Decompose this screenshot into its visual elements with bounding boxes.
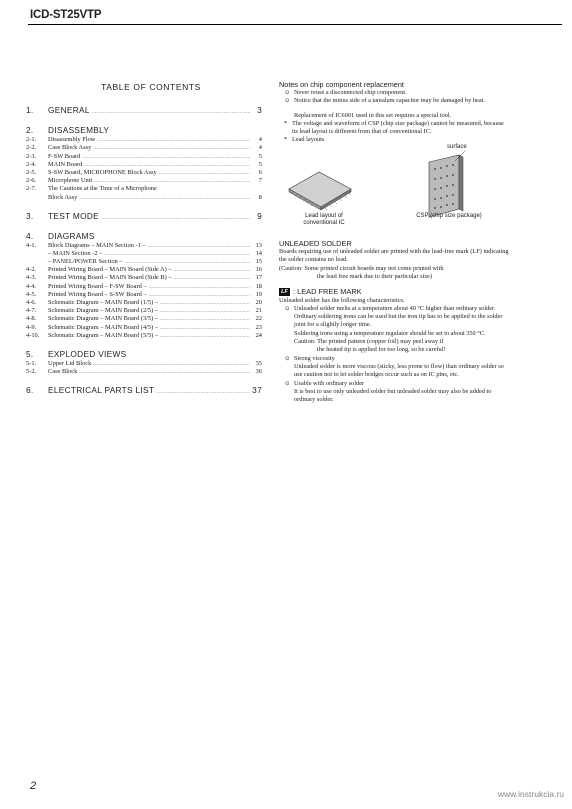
- toc-entry[interactable]: [26, 249, 262, 257]
- toc-title-text: S-SW Board, MICROPHONE Block Assy: [48, 168, 157, 176]
- csp-chip-icon: [429, 151, 465, 217]
- circle-bullet-icon: ⊙: [285, 305, 290, 312]
- circle-bullet-icon: ⊙: [285, 380, 290, 387]
- toc-section: [26, 124, 262, 201]
- toc-number: 3.: [26, 210, 34, 221]
- conventional-ic-icon: [289, 172, 351, 210]
- toc-entry[interactable]: [26, 281, 262, 289]
- header-rule: [28, 24, 562, 25]
- toc-page-number: 18: [255, 282, 262, 290]
- toc-title-text: MAIN Board: [48, 160, 83, 168]
- toc-page-number: 7: [258, 177, 262, 185]
- toc-page-number: 14: [255, 249, 262, 257]
- document-model-header: ICD-ST25VTP: [30, 9, 102, 21]
- toc-section-heading[interactable]: [26, 230, 262, 241]
- characteristic-detail: Unleaded solder is more viscous (sticky, less prone to flow) than ordinary solder so use caution not to let solder bridges occur such as on IC pins, etc.: [294, 362, 504, 379]
- toc-entry[interactable]: [26, 273, 262, 281]
- table-of-contents: [26, 82, 262, 395]
- toc-title-text: F-SW Board: [48, 152, 81, 160]
- toc-number: 5.: [26, 348, 34, 359]
- toc-number: 2-4.: [26, 160, 37, 168]
- toc-entry[interactable]: [26, 298, 262, 306]
- toc-number: 6.: [26, 385, 34, 396]
- toc-title-text: GENERAL: [48, 105, 90, 115]
- toc-leader-dots: [156, 389, 250, 395]
- toc-title-text: Schematic Diagram – MAIN Board (4/5) –: [48, 323, 159, 331]
- characteristic-caution: Caution: The printed pattern (copper foil) may peel away if: [294, 338, 444, 346]
- toc-title-text: – PANEL/POWER Section –: [48, 258, 123, 266]
- toc-title-text: – MAIN Section -2 –: [48, 249, 103, 257]
- toc-number: 4-4.: [26, 282, 37, 290]
- toc-page-number: 36: [255, 368, 262, 376]
- toc-entry[interactable]: [26, 331, 262, 339]
- toc-title-text: EXPLODED VIEWS: [48, 348, 127, 359]
- toc-number: 4.: [26, 230, 34, 241]
- toc-number: 4-7.: [26, 307, 37, 315]
- toc-number: 2-6.: [26, 177, 37, 185]
- toc-page-number: 3: [257, 105, 262, 115]
- toc-page-number: 13: [255, 241, 262, 249]
- toc-section: [26, 348, 262, 375]
- toc-page-number: 6: [258, 168, 262, 176]
- toc-page-number: 22: [255, 315, 262, 323]
- toc-title-text: Printed Wiring Board – MAIN Board (Side A) –: [48, 266, 172, 274]
- toc-title-text: Microphone Unit: [48, 177, 93, 185]
- toc-page-number: 21: [255, 307, 262, 315]
- toc-title-text: ELECTRICAL PARTS LIST: [48, 385, 155, 396]
- characteristic-detail: Ordinary soldering irons can be used but the iron tip has to be applied to the solder joint for a slightly longer time.: [294, 313, 503, 329]
- toc-entry[interactable]: [26, 143, 262, 151]
- characteristic-caution: the heated tip is applied for too long, so be careful!: [317, 346, 446, 354]
- note-bullet: ⊙ Notice that the minus side of a tantalum capacitor may be damaged by heat.: [285, 97, 485, 105]
- toc-number: 4-9.: [26, 323, 37, 331]
- toc-entry[interactable]: [26, 314, 262, 322]
- toc-entry[interactable]: [26, 192, 262, 200]
- toc-title-text: Printed Wiring Board – S-SW Board –: [48, 290, 147, 298]
- toc-section: [26, 210, 262, 221]
- toc-title-text: Case Block Assy: [48, 144, 92, 152]
- toc-section-heading[interactable]: [26, 348, 262, 359]
- toc-entry[interactable]: [26, 135, 262, 143]
- csp-caption: CSP (chip size package): [416, 212, 482, 219]
- toc-number: 5-2.: [26, 368, 37, 376]
- toc-page-number: 20: [255, 299, 262, 306]
- toc-entry[interactable]: [26, 241, 262, 249]
- lead-free-mark-icon: LF: [279, 288, 290, 296]
- toc-section-heading[interactable]: [26, 124, 262, 135]
- toc-entry[interactable]: [26, 322, 262, 330]
- characteristic-detail: It is best to use only unleaded solder but unleaded solder may also be added to ordinary solder.: [294, 387, 492, 404]
- toc-entry[interactable]: [26, 184, 262, 192]
- toc-leader-dots: [79, 196, 250, 201]
- lead-free-mark-label: : LEAD FREE MARK: [293, 287, 362, 297]
- toc-number: 4-8.: [26, 315, 37, 323]
- toc-title: TABLE OF CONTENTS: [101, 82, 201, 92]
- toc-page-number: 9: [257, 210, 262, 221]
- toc-entry[interactable]: [26, 257, 262, 265]
- toc-leader-dots: [101, 215, 250, 221]
- toc-entry[interactable]: [26, 306, 262, 314]
- toc-entry[interactable]: [26, 359, 262, 367]
- toc-title-text: Upper Lid Block: [48, 359, 92, 367]
- toc-entry[interactable]: [26, 176, 262, 184]
- toc-page-number: 19: [255, 290, 262, 298]
- toc-title-text: Printed Wiring Board – MAIN Board (Side B) –: [48, 274, 172, 282]
- lead-free-mark-row: [279, 288, 511, 296]
- toc-title-text: Schematic Diagram – MAIN Board (5/5) –: [48, 331, 159, 339]
- toc-title-text: Printed Wiring Board – F-SW Board –: [48, 282, 147, 290]
- toc-section-heading[interactable]: [26, 210, 262, 221]
- toc-number: 1.: [26, 105, 34, 115]
- circle-bullet-icon: ⊙: [285, 355, 290, 362]
- toc-body: [26, 104, 262, 395]
- surface-label: surface: [447, 143, 467, 150]
- toc-entry[interactable]: [26, 265, 262, 273]
- toc-entry[interactable]: [26, 151, 262, 159]
- toc-page-number: 4: [258, 136, 262, 144]
- toc-leader-dots: [92, 109, 250, 115]
- conventional-ic-caption: Lead layout of conventional IC: [303, 212, 345, 226]
- toc-section: [26, 384, 262, 395]
- toc-entry[interactable]: [26, 168, 262, 176]
- toc-number: 2-2.: [26, 144, 37, 152]
- unleaded-characteristics: Unleaded solder has the following characteristics.: [279, 296, 405, 304]
- circle-bullet-icon: ⊙: [285, 90, 290, 96]
- toc-section: [26, 230, 262, 339]
- characteristic-bullet: ⊙ Strong viscosity: [285, 354, 335, 362]
- toc-title-text: Case Block: [48, 368, 78, 376]
- toc-number: 4-2.: [26, 266, 37, 274]
- toc-number: 4-3.: [26, 274, 37, 282]
- toc-number: 4-10.: [26, 331, 40, 339]
- notes-title: Notes on chip component replacement: [279, 80, 404, 89]
- toc-entry[interactable]: [26, 290, 262, 298]
- toc-page-number: 35: [255, 359, 262, 367]
- toc-number: 2-3.: [26, 152, 37, 160]
- toc-section-heading[interactable]: [26, 104, 262, 115]
- toc-leader-dots: [79, 370, 250, 375]
- toc-page-number: 15: [255, 258, 262, 266]
- toc-number: 4-6.: [26, 299, 37, 306]
- toc-title-text: Schematic Diagram – MAIN Board (3/5) –: [48, 315, 159, 323]
- note-bullet: ⊙ Never reuse a disconnected chip component.: [285, 89, 407, 96]
- circle-bullet-icon: ⊙: [285, 98, 290, 105]
- toc-number: 2-1.: [26, 136, 37, 144]
- lead-layout-figure: [279, 143, 511, 229]
- toc-page-number: 5: [258, 152, 262, 160]
- characteristic-detail: Soldering irons using a temperature regulator should be set to about 350 °C.: [294, 329, 486, 337]
- toc-title-text: Block Diagrams – MAIN Section -1 –: [48, 241, 146, 249]
- ic-note: Replacement of IC6001 used in this set requires a special tool.: [294, 111, 452, 119]
- toc-title-text: DISASSEMBLY: [48, 125, 110, 135]
- unleaded-intro: Boards requiring use of unleaded solder are printed with the lead-free mark (LF) indicating the solder contains no lead.: [279, 248, 509, 264]
- toc-number: 2.: [26, 125, 34, 135]
- toc-page-number: 37: [252, 385, 262, 396]
- characteristic-bullet: ⊙ Usable with ordinary solder: [285, 379, 365, 387]
- toc-page-number: 24: [255, 331, 262, 339]
- star-note: * Lead layouts: [284, 136, 325, 144]
- toc-title-text: Disassembly Flow: [48, 136, 96, 144]
- toc-number: 4-5.: [26, 290, 37, 298]
- toc-section-heading[interactable]: [26, 384, 262, 395]
- toc-page-number: 4: [258, 144, 262, 152]
- toc-number: 2-7.: [26, 185, 37, 193]
- notes-column: [279, 80, 511, 404]
- unleaded-caution-line-1: (Caution: Some printed circuit boards may not come printed with: [279, 264, 444, 272]
- unleaded-solder-title: UNLEADED SOLDER: [279, 238, 352, 248]
- toc-page-number: 16: [255, 266, 262, 274]
- toc-entry[interactable]: [26, 160, 262, 168]
- toc-title-text: The Cautions at the Time of a Microphone: [48, 185, 157, 193]
- toc-page-number: 8: [258, 193, 262, 201]
- toc-page-number: 5: [258, 160, 262, 168]
- toc-number: 4-1.: [26, 241, 37, 249]
- toc-entry[interactable]: [26, 367, 262, 375]
- toc-title-text: DIAGRAMS: [48, 230, 95, 241]
- toc-title-text: TEST MODE: [48, 210, 99, 221]
- toc-section: [26, 104, 262, 115]
- page-number: 2: [30, 780, 37, 792]
- toc-title-text: Schematic Diagram – MAIN Board (2/5) –: [48, 307, 159, 315]
- toc-page-number: 17: [255, 274, 262, 282]
- unleaded-caution-line-2: the lead free mark due to their particular size): [317, 272, 433, 280]
- star-note: * The voltage and waveform of CSP (chip size package) cannot be measured, because its lead layout is different from that of conventional IC.: [284, 119, 504, 136]
- toc-number: 2-5.: [26, 168, 37, 176]
- toc-page-number: 23: [255, 323, 262, 331]
- toc-title-text: Schematic Diagram – MAIN Board (1/5) –: [48, 299, 159, 306]
- toc-leader-dots: [160, 334, 250, 339]
- characteristic-bullet: ⊙ Unleaded solder melts at a temperature about 40 °C higher than ordinary solder.: [285, 304, 496, 312]
- toc-number: 5-1.: [26, 359, 37, 367]
- toc-title-text: Block Assy: [48, 193, 78, 201]
- footer-url: www.instrukcia.ru: [497, 789, 564, 799]
